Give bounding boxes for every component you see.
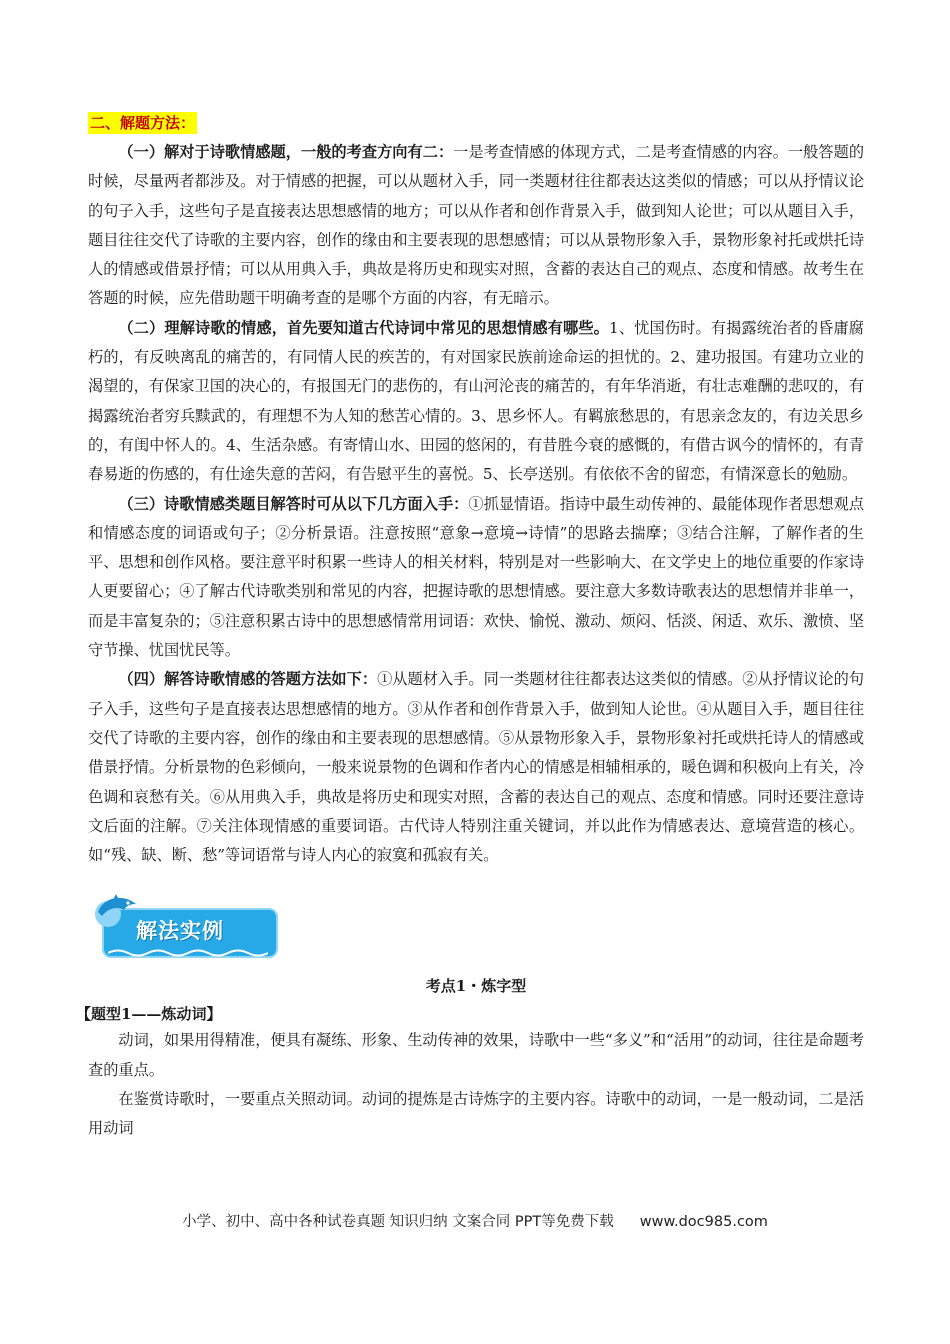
paragraph-4: [88, 665, 864, 870]
paragraph-2-lead: （二）理解诗歌的情感，首先要知道古代诗词中常见的思想情感有哪些。: [118, 318, 610, 337]
paragraph-3-lead: （三）诗歌情感类题目解答时可从以下几方面入手：: [118, 494, 469, 513]
solution-example-banner: [94, 892, 284, 962]
section-heading: 二、解题方法：: [90, 114, 196, 132]
main-content: [76, 112, 865, 1144]
paragraph-1: [88, 138, 864, 314]
tixing-title: 【题型1——炼动词】: [76, 1005, 222, 1024]
paragraph-1-lead: （一）解对于诗歌情感题，一般的考查方向有二：: [118, 143, 454, 161]
footer-url: www.doc985.com: [639, 1214, 768, 1230]
footer: [0, 1210, 950, 1231]
paragraph-2-text: 1、忧国伤时。有揭露统治者的昏庸腐朽的，有反映离乱的痛苦的，有同情人民的疾苦的，有对国家民族前途命运的担忧的。2、建功报国。有建功立业的渴望的，有保家卫国的决心的，有报国无门的悲伤的，有山河沦丧的痛苦的，有年华消逝，有壮志难酬的悲叹的，有揭露统治者穷兵黩武的，有理想不为人知的愁苦心情的。3、思乡怀人。有羁旅愁思的，有思亲念友的，有边关思乡的，有闺中怀人的。4、生活杂感。有寄情山水、田园的悠闲的，有昔胜今衰的感慨的，有借古讽今的情怀的，有青春易逝的伤感的，有仕途失意的苦闷，有告慰平生的喜悦。5、长亭送别。有依依不舍的留恋，有情深意长的勉励。: [88, 318, 864, 484]
paragraph-4-text: ①从题材入手。同一类题材往往都表达这类似的情感。②从抒情议论的句子入手，这些句子是直接表达思想感情的地方。③从作者和创作背景入手，做到知人论世。④从题目入手，题目往往交代了诗歌的主要内容，创作的缘由和主要表现的思想感情。⑤从景物形象入手，景物形象衬托或烘托诗人的情感或借景抒情。分析景物的色彩倾向，一般来说景物的色调和作者内心的情感是相辅相承的，暖色调和积极向上有关，冷色调和哀愁有关。⑥从用典入手，典故是将历史和现实对照，含蓄的表达自己的观点、态度和情感。同时还要注意诗文后面的注解。⑦关注体现情感的重要词语。古代诗人特别注重关键词，并以此作为情感表达、意境营造的核心。如“残、缺、断、愁”等词语常与诗人内心的寂寞和孤寂有关。: [88, 670, 865, 865]
kaodian-title: 考点1・炼字型: [425, 977, 527, 996]
paragraph-4-lead: （四）解答诗歌情感的答题方法如下：: [118, 670, 378, 689]
paragraph-3: [88, 490, 864, 666]
body-paragraph-1: 动词，如果用得精准，便具有凝练、形象、生动传神的效果，诗歌中一些“多义”和“活用”的动词，往往是命题考查的重点。: [88, 1031, 864, 1079]
banner-label: 解法实例: [136, 919, 224, 944]
paragraph-2: [88, 314, 864, 490]
paragraph-3-text: ①抓显情语。指诗中最生动传神的、最能体现作者思想观点和情感态度的词语或句子；②分析景语。注意按照“意象→意境→诗情”的思路去揣摩；③结合注解，了解作者的生平、思想和创作风格。要注意平时积累一些诗人的相关材料，特别是对一些影响大、在文学史上的地位重要的作家诗人更要留心；④了解古代诗歌类别和常见的内容，把握诗歌的思想情感。要注意大多数诗歌表达的思想情并非单一，而是丰富复杂的；⑤注意积累古诗中的思想感情常用词语：欢快、愉悦、激动、烦闷、恬淡、闲适、欢乐、激愤、坚守节操、忧国忧民等。: [88, 494, 865, 660]
footer-text: 小学、初中、高中各种试卷真题 知识归纳 文案合同 PPT等免费下载: [182, 1214, 614, 1230]
paragraph-1-text: 一是考查情感的体现方式，二是考查情感的内容。一般答题的时候，尽量两者都涉及。对于情感的把握，可以从题材入手，同一类题材往往都表达这类似的情感；可以从抒情议论的句子入手，这些句子是直接表达思想感情的地方；可以从作者和创作背景入手，做到知人论世；可以从题目入手，题目往往交代了诗歌的主要内容，创作的缘由和主要表现的思想感情；可以从景物形象入手，景物形象衬托或烘托诗人的情感或借景抒情；可以从用典入手，典故是将历史和现实对照，含蓄的表达自己的观点、态度和情感。故考生在答题的时候，应先借助题干明确考查的是哪个方面的内容，有无暗示。: [88, 143, 865, 308]
body-paragraph-2: 在鉴赏诗歌时，一要重点关照动词。动词的提炼是古诗炼字的主要内容。诗歌中的动词，一是一般动词，二是活用动词: [88, 1090, 864, 1138]
wave-decoration: [108, 948, 268, 958]
